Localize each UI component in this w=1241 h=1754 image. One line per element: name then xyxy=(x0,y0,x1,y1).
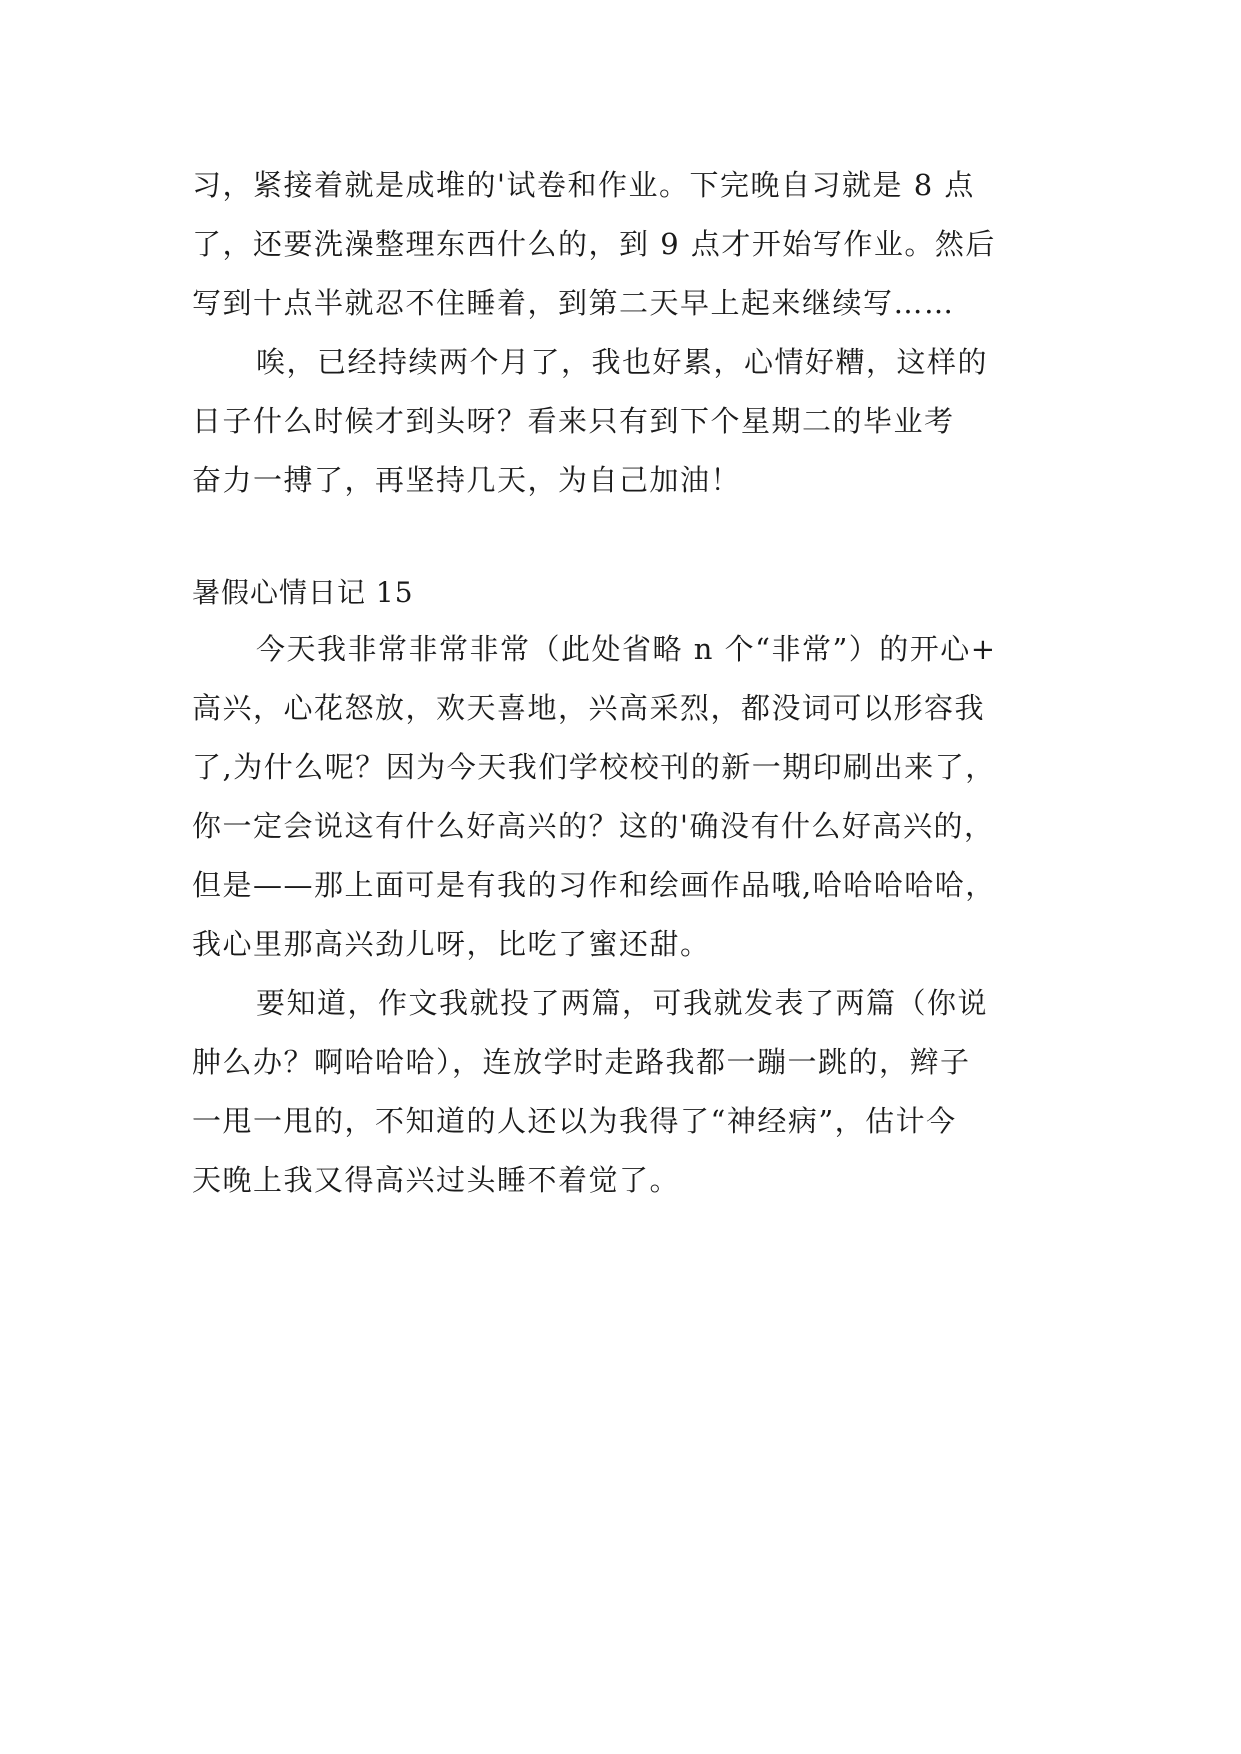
paragraph-line: 了,为什么呢？因为今天我们学校校刊的新一期印刷出来了， xyxy=(192,750,996,784)
paragraph-line: 肿么办？啊哈哈哈），连放学时走路我都一蹦一跳的，辫子 xyxy=(192,1045,971,1079)
paragraph-line: 了，还要洗澡整理东西什么的，到 9 点才开始写作业。然后 xyxy=(192,227,996,261)
paragraph-line: 天晚上我又得高兴过头睡不着觉了。 xyxy=(192,1163,681,1197)
paragraph-line: 习，紧接着就是成堆的'试卷和作业。下完晚自习就是 8 点 xyxy=(192,168,975,202)
paragraph-line: 但是——那上面可是有我的习作和绘画作品哦,哈哈哈哈哈， xyxy=(192,868,996,902)
paragraph-line: 一甩一甩的，不知道的人还以为我得了“神经病”，估计今 xyxy=(192,1104,957,1138)
paragraph-line: 今天我非常非常非常（此处省略 n 个“非常”）的开心+ xyxy=(256,632,997,666)
paragraph-line: 唉，已经持续两个月了，我也好累，心情好糟，这样的 xyxy=(256,345,989,379)
paragraph-line: 你一定会说这有什么好高兴的？这的'确没有什么好高兴的， xyxy=(192,809,995,843)
section-title: 暑假心情日记 15 xyxy=(192,576,414,609)
paragraph-line: 高兴，心花怒放，欢天喜地，兴高采烈，都没词可以形容我 xyxy=(192,691,986,725)
paragraph-line: 我心里那高兴劲儿呀，比吃了蜜还甜。 xyxy=(192,927,711,961)
paragraph-line: 日子什么时候才到头呀？看来只有到下个星期二的毕业考 xyxy=(192,404,955,438)
paragraph-line: 要知道，作文我就投了两篇，可我就发表了两篇（你说 xyxy=(256,986,989,1020)
paragraph-line: 奋力一搏了，再坚持几天，为自己加油！ xyxy=(192,463,742,497)
paragraph-line: 写到十点半就忍不住睡着，到第二天早上起来继续写…… xyxy=(192,286,955,320)
